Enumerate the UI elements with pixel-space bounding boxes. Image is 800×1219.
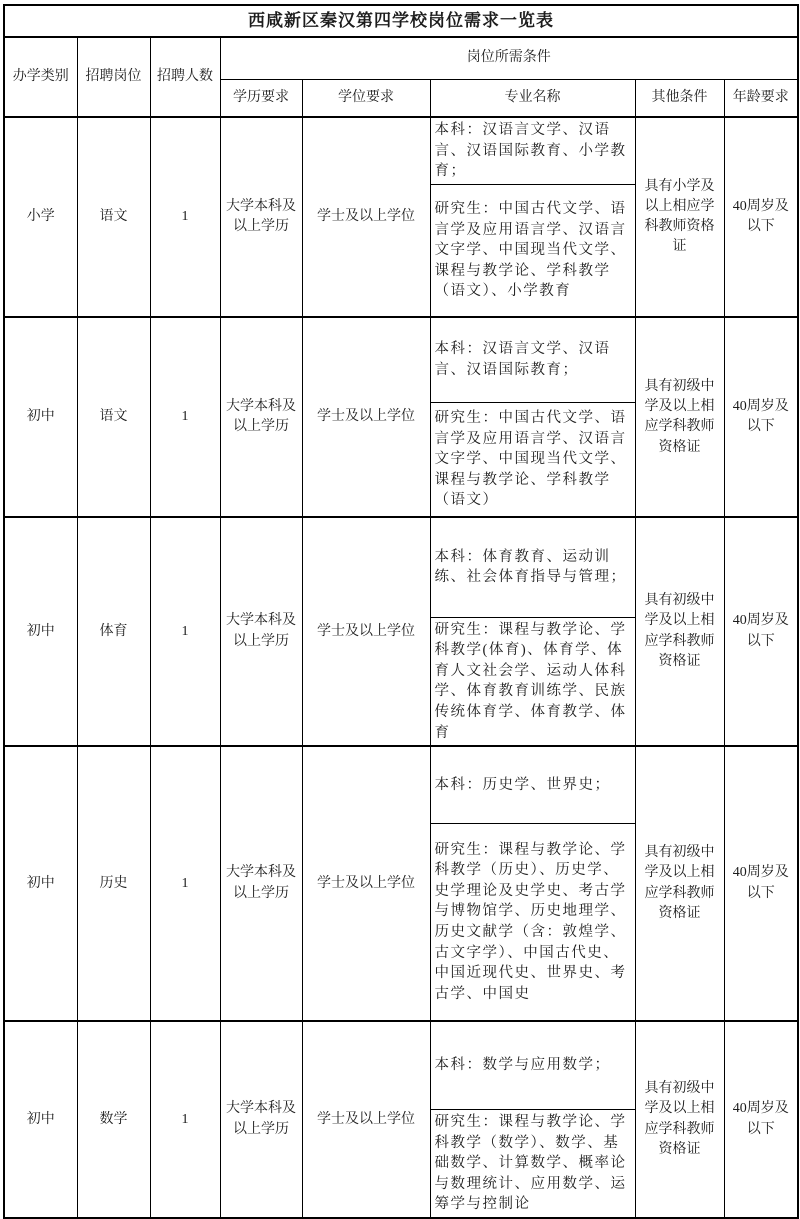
cell-age: 40周岁及以下 <box>724 1021 798 1218</box>
cell-major-graduate: 研究生：课程与教学论、学科教学（历史）、历史学、史学理论及史学史、考古学与博物馆学、历史地理学、历史文献学（含：敦煌学、古文字学）、中国古代史、中国近现代史、世界史、考古学、中国史 <box>430 823 635 1021</box>
cell-school-type: 小学 <box>4 117 77 317</box>
table-row <box>4 746 798 823</box>
header-major: 专业名称 <box>430 79 635 117</box>
cell-major-bachelor: 本科：历史学、世界史； <box>430 746 635 823</box>
cell-education: 大学本科及以上学历 <box>220 746 302 1021</box>
cell-education: 大学本科及以上学历 <box>220 517 302 746</box>
cell-age: 40周岁及以下 <box>724 317 798 517</box>
cell-other-condition: 具有初级中学及以上相应学科教师资格证 <box>635 1021 724 1218</box>
page-title: 西咸新区秦汉第四学校岗位需求一览表 <box>4 5 798 37</box>
cell-major-graduate: 研究生：课程与教学论、学科教学(体育)、体育学、体育人文社会学、运动人体科学、体育教育训练学、民族传统体育学、体育教学、体育 <box>430 617 635 746</box>
cell-position: 历史 <box>77 746 150 1021</box>
cell-other-condition: 具有初级中学及以上相应学科教师资格证 <box>635 317 724 517</box>
cell-major-graduate: 研究生：课程与教学论、学科教学（数学）、数学、基础数学、计算数学、概率论与数理统计、应用数学、运筹学与控制论 <box>430 1109 635 1218</box>
cell-other-condition: 具有初级中学及以上相应学科教师资格证 <box>635 517 724 746</box>
cell-major-bachelor: 本科：数学与应用数学； <box>430 1021 635 1109</box>
cell-count: 1 <box>150 517 220 746</box>
header-education: 学历要求 <box>220 79 302 117</box>
cell-degree: 学士及以上学位 <box>302 1021 430 1218</box>
cell-other-condition: 具有小学及以上相应学科教师资格证 <box>635 117 724 317</box>
table-row <box>4 117 798 184</box>
cell-major-bachelor: 本科：汉语言文学、汉语言、汉语国际教育、小学教育； <box>430 117 635 184</box>
cell-other-condition: 具有初级中学及以上相应学科教师资格证 <box>635 746 724 1021</box>
cell-age: 40周岁及以下 <box>724 117 798 317</box>
header-school-type: 办学类别 <box>4 37 77 117</box>
cell-count: 1 <box>150 117 220 317</box>
cell-degree: 学士及以上学位 <box>302 517 430 746</box>
header-age: 年龄要求 <box>724 79 798 117</box>
header-degree: 学位要求 <box>302 79 430 117</box>
cell-education: 大学本科及以上学历 <box>220 317 302 517</box>
cell-major-graduate: 研究生：中国古代文学、语言学及应用语言学、汉语言文字学、中国现当代文学、课程与教学论、学科教学（语文） <box>430 402 635 517</box>
cell-education: 大学本科及以上学历 <box>220 1021 302 1218</box>
cell-major-bachelor: 本科：体育教育、运动训练、社会体育指导与管理； <box>430 517 635 617</box>
cell-degree: 学士及以上学位 <box>302 117 430 317</box>
cell-position: 语文 <box>77 117 150 317</box>
cell-age: 40周岁及以下 <box>724 517 798 746</box>
cell-count: 1 <box>150 1021 220 1218</box>
cell-position: 体育 <box>77 517 150 746</box>
cell-count: 1 <box>150 317 220 517</box>
job-requirements-table <box>3 4 799 1219</box>
header-position: 招聘岗位 <box>77 37 150 117</box>
header-count: 招聘人数 <box>150 37 220 117</box>
cell-count: 1 <box>150 746 220 1021</box>
cell-position: 数学 <box>77 1021 150 1218</box>
cell-major-bachelor: 本科：汉语言文学、汉语言、汉语国际教育； <box>430 317 635 402</box>
table-row <box>4 517 798 617</box>
header-other: 其他条件 <box>635 79 724 117</box>
table-row <box>4 1021 798 1109</box>
cell-major-graduate: 研究生：中国古代文学、语言学及应用语言学、汉语言文字学、中国现当代文学、课程与教学论、学科教学（语文）、小学教育 <box>430 184 635 317</box>
cell-school-type: 初中 <box>4 317 77 517</box>
table-row <box>4 317 798 402</box>
cell-school-type: 初中 <box>4 1021 77 1218</box>
cell-education: 大学本科及以上学历 <box>220 117 302 317</box>
cell-school-type: 初中 <box>4 517 77 746</box>
cell-position: 语文 <box>77 317 150 517</box>
cell-school-type: 初中 <box>4 746 77 1021</box>
cell-age: 40周岁及以下 <box>724 746 798 1021</box>
cell-degree: 学士及以上学位 <box>302 746 430 1021</box>
cell-degree: 学士及以上学位 <box>302 317 430 517</box>
header-conditions-group: 岗位所需条件 <box>220 37 798 79</box>
